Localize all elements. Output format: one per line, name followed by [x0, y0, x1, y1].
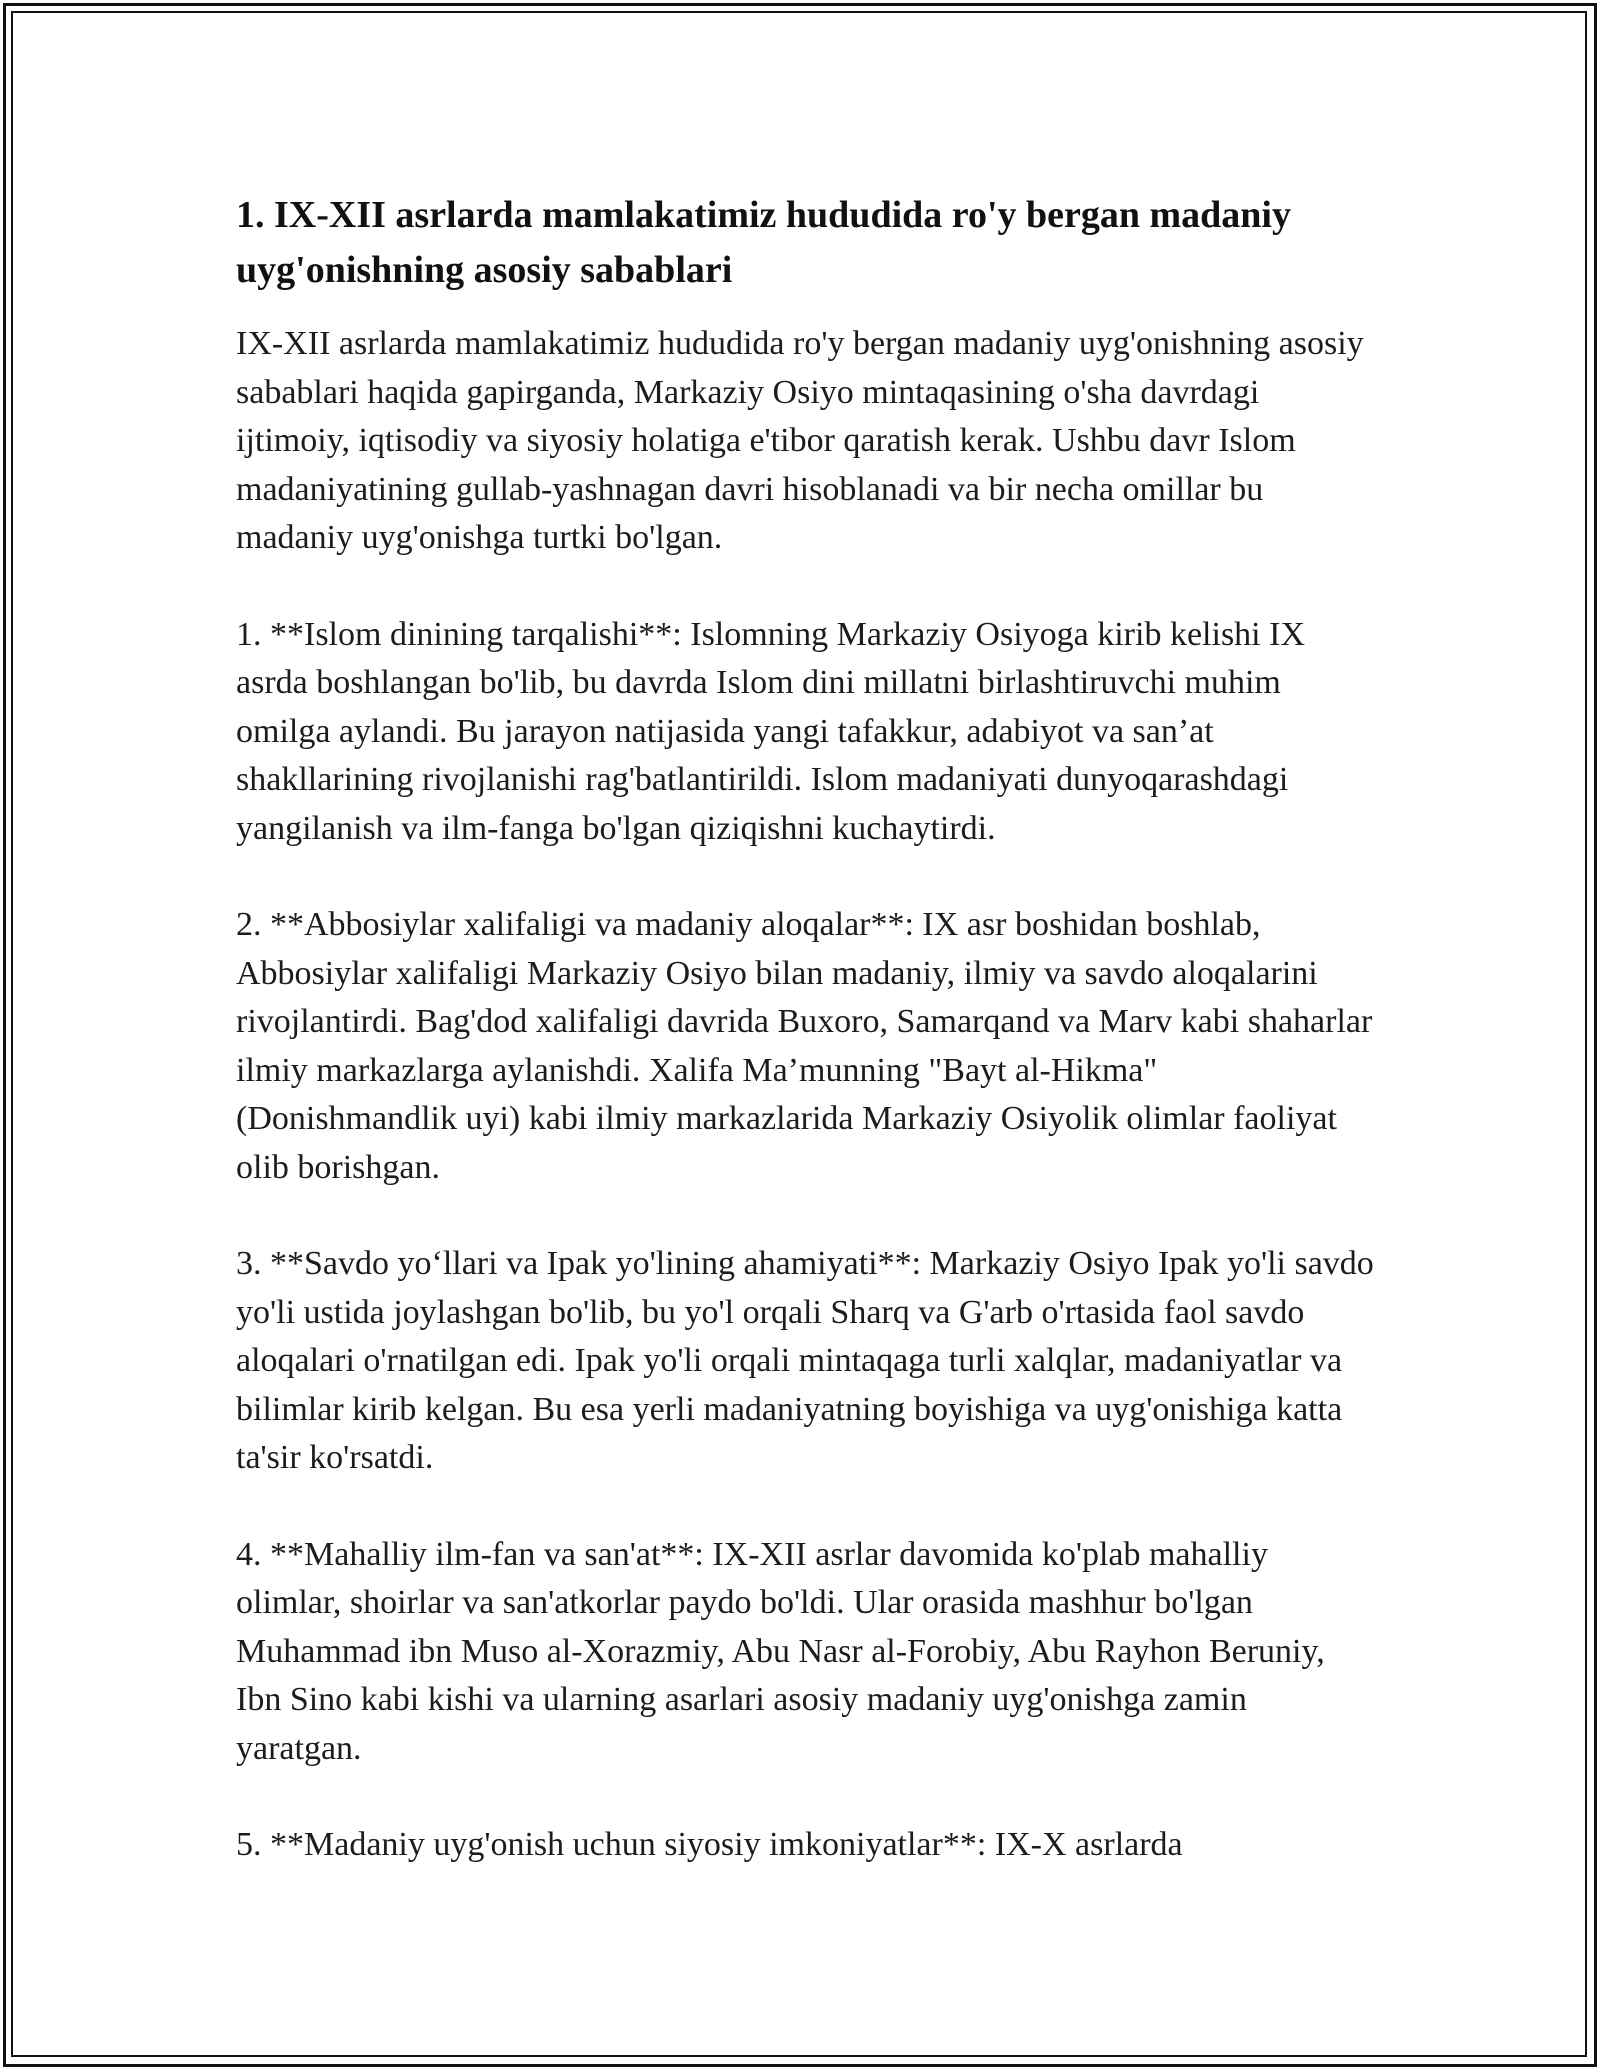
paragraph-abbosiylar: 2. **Abbosiylar xalifaligi va madaniy aloqalar**: IX asr boshidan boshlab, Abbosiylar xalifaligi Markaziy Osiyo bilan madaniy, ilmiy va savdo aloqalarini rivojlantirdi. Bag'dod xalifaligi davrida Buxoro, Samarqand va Marv kabi shaharlar ilmiy markazlarga aylanishdi. Xalifa Ma’munning "Bayt al-Hikma" (Donishmandlik uyi) kabi ilmiy markazlarida Markaziy Osiyolik olimlar faoliyat olib borishgan.	[236, 906, 1373, 1186]
document-title: 1. IX-XII asrlarda mamlakatimiz hududida ro'y bergan madaniy uyg'onishning asosiy sabablari	[236, 194, 1291, 291]
intro-paragraph: IX-XII asrlarda mamlakatimiz hududida ro'y bergan madaniy uyg'onishning asosiy sabablari haqida gapirganda, Markaziy Osiyo mintaqasining o'sha davrdagi ijtimoiy, iqtisodiy va siyosiy holatiga e'tibor qaratish kerak. Ushbu davr Islom madaniyatining gullab-yashnagan davri hisoblanadi va bir necha omillar bu madaniy uyg'onishga turtki bo'lgan.	[236, 325, 1364, 556]
paragraph-siyosiy: 5. **Madaniy uyg'onish uchun siyosiy imkoniyatlar**: IX-X asrlarda	[236, 1826, 1183, 1863]
document-page	[236, 188, 1376, 1918]
paragraph-savdo: 3. **Savdo yo‘llari va Ipak yo'lining ahamiyati**: Markaziy Osiyo Ipak yo'li savdo yo'li ustida joylashgan bo'lib, bu yo'l orqali Sharq va G'arb o'rtasida faol savdo aloqalari o'rnatilgan edi. Ipak yo'li orqali mintaqaga turli xalqlar, madaniyatlar va bilimlar kirib kelgan. Bu esa yerli madaniyatning boyishiga va uyg'onishiga katta ta'sir ko'rsatdi.	[236, 1245, 1374, 1476]
paragraph-islom: 1. **Islom dinining tarqalishi**: Islomning Markaziy Osiyoga kirib kelishi IX asrda boshlangan bo'lib, bu davrda Islom dini millatni birlashtiruvchi muhim omilga aylandi. Bu jarayon natijasida yangi tafakkur, adabiyot va san’at shakllarining rivojlanishi rag'batlantirildi. Islom madaniyati dunyoqarashdagi yangilanish va ilm-fanga bo'lgan qiziqishni kuchaytirdi.	[236, 615, 1305, 847]
paragraph-ilm-fan: 4. **Mahalliy ilm-fan va san'at**: IX-XII asrlar davomida ko'plab mahalliy olimlar, shoirlar va san'atkorlar paydo bo'ldi. Ular orasida mashhur bo'lgan Muhammad ibn Muso al-Xorazmiy, Abu Nasr al-Forobiy, Abu Rayhon Beruniy, Ibn Sino kabi kishi va ularning asarlari asosiy madaniy uyg'onishga zamin yaratgan.	[236, 1535, 1325, 1767]
